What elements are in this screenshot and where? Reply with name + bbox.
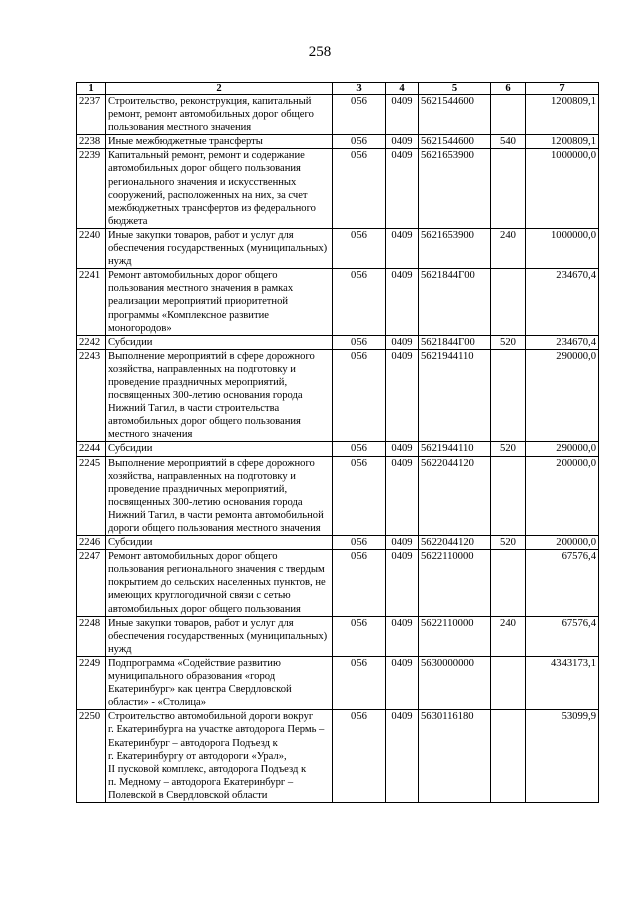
description-line: автомобильных дорог общего пользования [108,603,301,615]
ministry-code: 056 [333,550,386,616]
expense-type-code: 240 [491,228,526,268]
amount-value: 67576,4 [526,616,599,656]
row-number: 2247 [77,550,106,616]
ministry-code: 056 [333,656,386,709]
ministry-code: 056 [333,135,386,149]
amount-value: 4343173,1 [526,656,599,709]
row-number: 2237 [77,95,106,135]
description-line: пользования местного значения [108,122,252,134]
row-description [106,616,333,656]
table-row [77,335,599,349]
row-description [106,536,333,550]
amount-value: 1200809,1 [526,135,599,149]
amount-value: 200000,0 [526,536,599,550]
section-code: 0409 [386,656,419,709]
target-article-code: 5621844Г00 [419,269,491,335]
description-line: пользования регионального значения с твердым [108,564,325,576]
description-line: обеспечения государственных (муниципальных) [108,243,328,255]
description-line: Субсидии [108,443,153,455]
row-number: 2249 [77,656,106,709]
amount-value: 234670,4 [526,335,599,349]
table-row [77,269,599,335]
description-line: Нижний Тагил, в части ремонта автомобильной [108,509,324,521]
description-line: реализации мероприятий приоритетной [108,296,289,308]
row-number: 2250 [77,710,106,803]
row-number: 2241 [77,269,106,335]
ministry-code: 056 [333,536,386,550]
table-row [77,550,599,616]
description-line: хозяйства, направленных на подготовку и [108,470,296,482]
description-line: бюджета [108,215,148,227]
target-article-code: 5630116180 [419,710,491,803]
expense-type-code [491,656,526,709]
description-line: проведение праздничных мероприятий, [108,483,288,495]
expense-type-code [491,550,526,616]
target-article-code: 5622044120 [419,536,491,550]
table-row [77,710,599,803]
section-code: 0409 [386,335,419,349]
table-row [77,149,599,229]
row-number: 2242 [77,335,106,349]
table-row [77,349,599,442]
ministry-code: 056 [333,456,386,536]
description-line: проведение праздничных мероприятий, [108,376,288,388]
expense-type-code [491,456,526,536]
row-number: 2245 [77,456,106,536]
description-line: области» - «Столица» [108,697,207,709]
amount-value: 67576,4 [526,550,599,616]
section-code: 0409 [386,536,419,550]
description-line: Иные закупки товаров, работ и услуг для [108,229,294,241]
row-description [106,349,333,442]
column-header: 2 [106,83,333,95]
expense-type-code: 520 [491,536,526,550]
target-article-code: 5630000000 [419,656,491,709]
target-article-code: 5622110000 [419,550,491,616]
description-line: Ремонт автомобильных дорог общего [108,551,278,563]
description-line: посвященных 300-летию основания города [108,390,303,402]
ministry-code: 056 [333,442,386,456]
table-row [77,442,599,456]
table-row [77,616,599,656]
description-line: программы «Комплексное развитие [108,309,269,321]
description-line: нужд [108,643,132,655]
description-line: г. Екатеринбургу от автодороги «Урал», [108,750,287,762]
table-row [77,95,599,135]
description-line: хозяйства, направленных на подготовку и [108,363,296,375]
section-code: 0409 [386,456,419,536]
expense-type-code: 520 [491,442,526,456]
section-code: 0409 [386,550,419,616]
description-line: Капитальный ремонт, ремонт и содержание [108,150,305,162]
ministry-code: 056 [333,335,386,349]
expense-type-code: 520 [491,335,526,349]
row-description [106,550,333,616]
row-number: 2246 [77,536,106,550]
column-header: 3 [333,83,386,95]
row-description [106,710,333,803]
ministry-code: 056 [333,616,386,656]
section-code: 0409 [386,442,419,456]
expense-type-code [491,269,526,335]
description-line: Нижний Тагил, в части строительства [108,403,280,415]
row-number: 2238 [77,135,106,149]
target-article-code: 5621844Г00 [419,335,491,349]
column-header: 6 [491,83,526,95]
page-number: 258 [308,44,332,60]
column-header: 5 [419,83,491,95]
section-code: 0409 [386,710,419,803]
row-description [106,135,333,149]
description-line: имеющих круглогодичной связи с сетью [108,590,291,602]
section-code: 0409 [386,135,419,149]
description-line: регионального значения и искусственных [108,176,297,188]
amount-value: 290000,0 [526,349,599,442]
description-line: сооружений, расположенных на них, за счет [108,189,308,201]
column-header: 4 [386,83,419,95]
table-row [77,536,599,550]
row-number: 2244 [77,442,106,456]
amount-value: 290000,0 [526,442,599,456]
section-code: 0409 [386,149,419,229]
expense-type-code [491,710,526,803]
target-article-code: 5621944110 [419,349,491,442]
description-line: Субсидии [108,537,153,549]
ministry-code: 056 [333,269,386,335]
description-line: местного значения [108,429,193,441]
row-description [106,456,333,536]
description-line: Подпрограмма «Содействие развитию [108,657,281,669]
description-line: Ремонт автомобильных дорог общего [108,270,278,282]
ministry-code: 056 [333,228,386,268]
row-description [106,442,333,456]
row-description [106,228,333,268]
expense-type-code: 240 [491,616,526,656]
description-line: Иные межбюджетные трансферты [108,136,263,148]
amount-value: 1000000,0 [526,228,599,268]
amount-value: 53099,9 [526,710,599,803]
row-description [106,656,333,709]
description-line: Выполнение мероприятий в сфере дорожного [108,350,315,362]
section-code: 0409 [386,616,419,656]
column-header: 1 [77,83,106,95]
row-number: 2248 [77,616,106,656]
description-line: Строительство, реконструкция, капитальный [108,96,312,107]
expense-type-code [491,349,526,442]
description-line: Екатеринбург – автодорога Подъезд к [108,737,278,749]
table-body [77,95,599,803]
amount-value: 1200809,1 [526,95,599,135]
description-line: п. Медному – автодорога Екатеринбург – [108,776,294,788]
description-line: покрытием до сельских населенных пунктов, не [108,577,326,589]
amount-value: 200000,0 [526,456,599,536]
ministry-code: 056 [333,349,386,442]
target-article-code: 5621944110 [419,442,491,456]
budget-table [76,82,599,803]
table-row [77,135,599,149]
description-line: Выполнение мероприятий в сфере дорожного [108,457,315,469]
amount-value: 234670,4 [526,269,599,335]
description-line: автомобильных дорог общего пользования [108,163,301,175]
table-header-row [77,83,599,95]
table-row [77,456,599,536]
description-line: Строительство автомобильной дороги вокруг [108,711,314,723]
description-line: автомобильных дорог общего пользования [108,416,301,428]
table-row [77,656,599,709]
target-article-code: 5621544600 [419,135,491,149]
section-code: 0409 [386,349,419,442]
ministry-code: 056 [333,95,386,135]
expense-type-code [491,95,526,135]
description-line: г. Екатеринбурга на участке автодорога Пермь – [108,724,325,736]
table-row [77,228,599,268]
section-code: 0409 [386,228,419,268]
target-article-code: 5622110000 [419,616,491,656]
row-description [106,95,333,135]
section-code: 0409 [386,95,419,135]
target-article-code: 5621653900 [419,149,491,229]
amount-value: 1000000,0 [526,149,599,229]
target-article-code: 5622044120 [419,456,491,536]
section-code: 0409 [386,269,419,335]
description-line: пользования местного значения в рамках [108,283,294,295]
row-description [106,335,333,349]
row-number: 2240 [77,228,106,268]
target-article-code: 5621544600 [419,95,491,135]
expense-type-code: 540 [491,135,526,149]
expense-type-code [491,149,526,229]
description-line: Полевской в Свердловской области [108,789,268,801]
description-line: дороги общего пользования местного значения [108,523,321,534]
description-line: Субсидии [108,336,153,348]
description-line: обеспечения государственных (муниципальных) [108,630,328,642]
description-line: межбюджетных трансфертов из федерального [108,202,316,214]
description-line: нужд [108,256,132,268]
description-line: моногородов» [108,322,172,334]
description-line: посвященных 300-летию основания города [108,496,303,508]
ministry-code: 056 [333,149,386,229]
target-article-code: 5621653900 [419,228,491,268]
row-number: 2239 [77,149,106,229]
description-line: II пусковой комплекс, автодорога Подъезд к [108,763,307,775]
ministry-code: 056 [333,710,386,803]
description-line: Иные закупки товаров, работ и услуг для [108,617,294,629]
description-line: ремонт, ремонт автомобильных дорог общего [108,109,314,121]
description-line: Екатеринбург» как центра Свердловской [108,684,292,696]
row-description [106,149,333,229]
column-header: 7 [526,83,599,95]
row-number: 2243 [77,349,106,442]
description-line: муниципального образования «город [108,671,276,683]
row-description [106,269,333,335]
